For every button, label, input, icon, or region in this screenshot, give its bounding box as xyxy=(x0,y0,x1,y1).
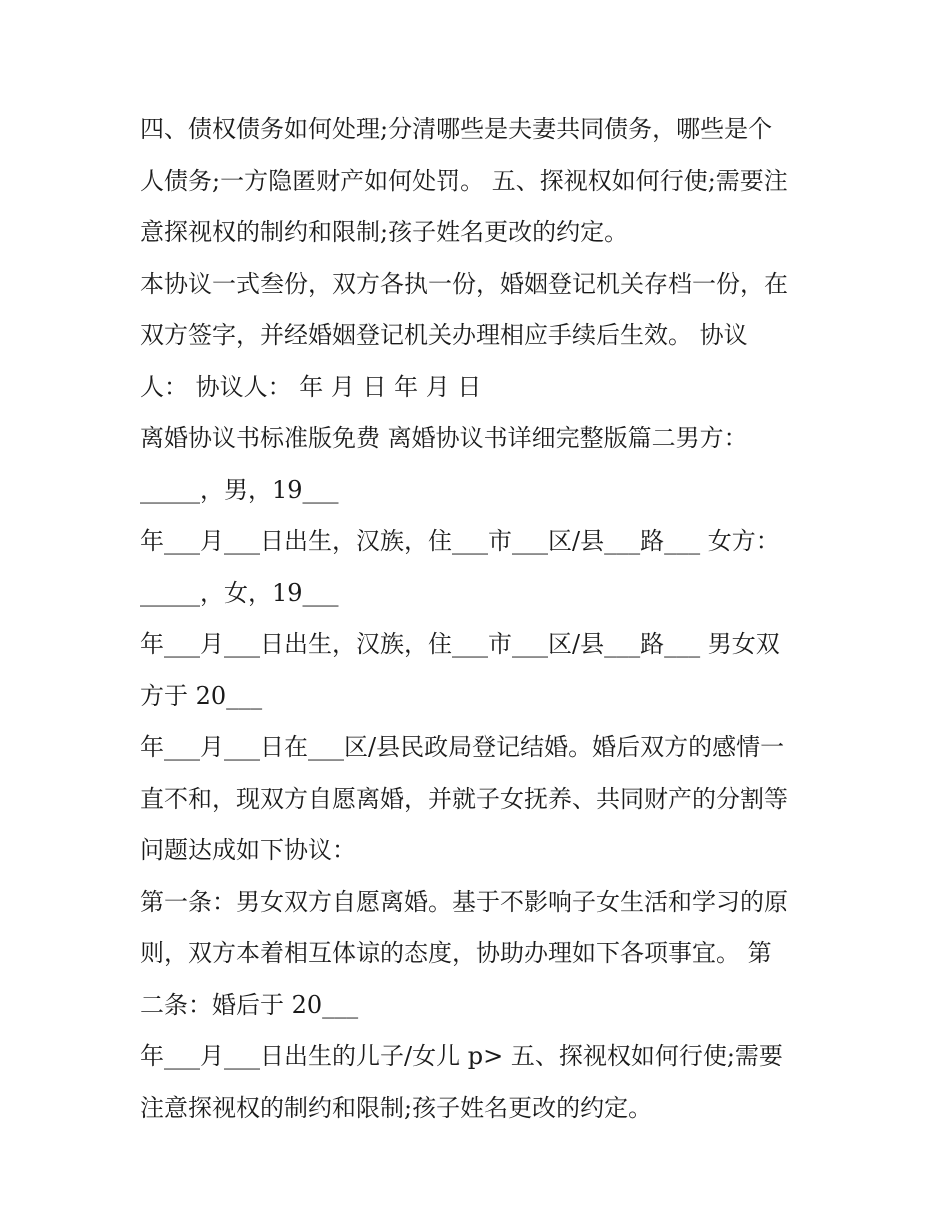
text-line: 则，双方本着相互体谅的态度，协助办理如下各项事宜。 第 xyxy=(140,939,772,967)
text-line: 年___月___日在___区/县民政局登记结婚。婚后双方的感情一 xyxy=(140,733,785,761)
text-line: 注意探视权的制约和限制;孩子姓名更改的约定。 xyxy=(140,1093,653,1122)
text-line: 二条：婚后于 20___ xyxy=(140,990,359,1019)
text-line: 意探视权的制约和限制;孩子姓名更改的约定。 xyxy=(140,218,629,246)
text-line: 四、债权债务如何处理;分清哪些是夫妻共同债务，哪些是个 xyxy=(140,115,773,143)
document-body xyxy=(140,104,830,1134)
text-line: 年___月___日出生的儿子/女儿 p> 五、探视权如何行使;需要 xyxy=(140,1042,783,1070)
text-line: 直不和，现双方自愿离婚，并就子女抚养、共同财产的分割等 xyxy=(140,784,788,813)
text-line: 本协议一式叁份，双方各执一份，婚姻登记机关存档一份，在 xyxy=(140,269,788,298)
text-line: 双方签字，并经婚姻登记机关办理相应手续后生效。 协议 xyxy=(140,321,748,349)
text-line: 方于 20___ xyxy=(140,681,263,710)
text-line: _____，男，19___ xyxy=(140,475,339,504)
text-line: 人： 协议人： 年 月 日 年 月 日 xyxy=(140,372,482,401)
text-line: 第一条：男女双方自愿离婚。基于不影响子女生活和学习的原 xyxy=(140,887,788,916)
text-line: _____，女，19___ xyxy=(140,578,339,607)
text-line: 离婚协议书标准版免费 离婚协议书详细完整版篇二男方： xyxy=(140,424,748,452)
text-line: 年___月___日出生，汉族，住___市___区/县___路___ 男女双 xyxy=(140,630,780,658)
text-line: 年___月___日出生，汉族，住___市___区/县___路___ 女方： xyxy=(140,527,780,555)
text-line: 问题达成如下协议： xyxy=(140,836,356,864)
text-line: 人债务;一方隐匿财产如何处罚。 五、探视权如何行使;需要注 xyxy=(140,166,788,195)
